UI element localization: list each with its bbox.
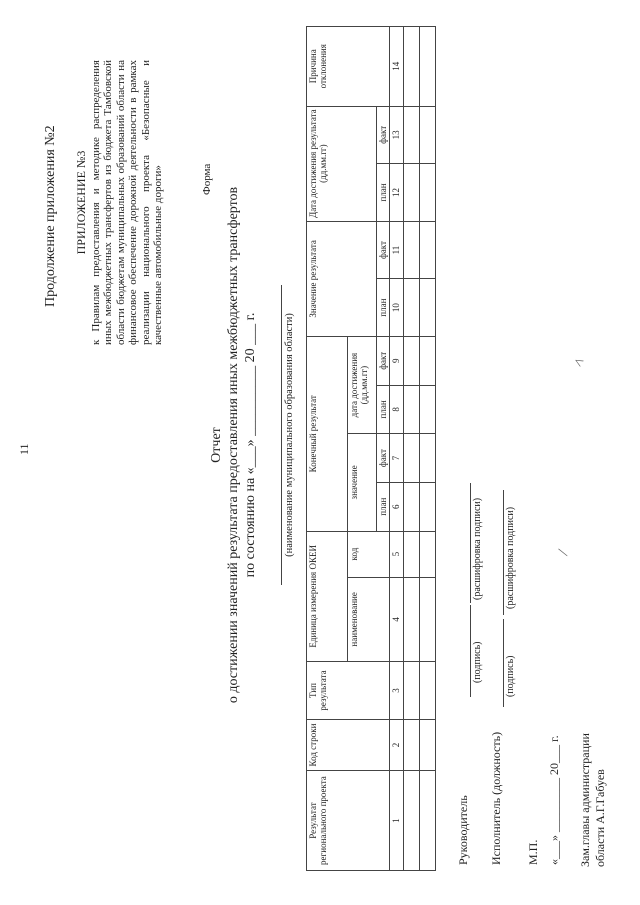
header-result-type: Тип результата [307, 662, 390, 720]
header-plan: план [377, 279, 390, 337]
page-number: 11 [17, 443, 31, 455]
report-title: Отчет [209, 427, 224, 463]
header-plan: план [377, 482, 390, 531]
table-cell [420, 771, 436, 871]
table-cell [420, 221, 436, 279]
table-cell [420, 279, 436, 337]
header-value: значение [348, 434, 377, 531]
appendix-text: к Правилам предоставления и методике распределения иных межбюджетных трансфертов из бюджета Тамбовской области бюджетам муниципальных образований области на финансовое обеспечение дорожной деятельности в рамках реализации национального проекта «Безопасные и качественные автомобильные дороги» [89, 60, 164, 345]
column-number: 1 [390, 771, 404, 871]
table-cell [420, 577, 436, 662]
head-signature-line [470, 605, 471, 697]
column-number: 3 [390, 662, 404, 720]
column-number: 2 [390, 719, 404, 770]
executor-decode-line [503, 490, 504, 615]
header-plan: план [377, 385, 390, 434]
header-plan: план [377, 164, 390, 222]
header-fact: факт [377, 336, 390, 385]
header-fact: факт [377, 221, 390, 279]
municipality-line [281, 285, 282, 585]
column-number: 7 [390, 434, 404, 483]
column-numbers-row [390, 27, 404, 871]
report-as-of: по состоянию на «___» __________ 20 ___ г. [243, 312, 258, 578]
table-cell [404, 662, 420, 720]
municipality-caption: (наименование муниципального образования области) [284, 313, 295, 557]
column-number: 4 [390, 577, 404, 662]
table-cell [420, 434, 436, 483]
header-unit: Единица измерения ОКЕИ [307, 531, 348, 662]
report-table [306, 26, 436, 871]
column-number: 8 [390, 385, 404, 434]
column-number: 6 [390, 482, 404, 531]
header-fact: факт [377, 434, 390, 483]
column-number: 9 [390, 336, 404, 385]
table-cell [404, 531, 420, 577]
table-cell [420, 719, 436, 770]
executor-label: Исполнитель (должность) [489, 731, 503, 865]
table-cell [404, 719, 420, 770]
table-row [404, 27, 420, 871]
header-final-result: Конечный результат [307, 336, 348, 531]
table-cell [420, 531, 436, 577]
deputy-name: области А.Г.Габуев [593, 769, 607, 867]
appendix-block [75, 60, 165, 345]
table-cell [404, 221, 420, 279]
column-number: 5 [390, 531, 404, 577]
table-cell [404, 577, 420, 662]
report-subtitle: о достижении значений результата предоставления иных межбюджетных трансфертов [226, 186, 241, 704]
header-unit-name: наименование [348, 577, 390, 662]
table-cell [420, 482, 436, 531]
header-fact: факт [377, 106, 390, 164]
table-cell [420, 662, 436, 720]
table-cell [420, 385, 436, 434]
report-heading [208, 185, 259, 705]
column-number: 14 [390, 27, 404, 107]
table-cell [404, 279, 420, 337]
continuation-heading: Продолжение приложения №2 [43, 125, 58, 307]
head-signature-caption: (подпись) [472, 641, 483, 683]
header-achieve-date: дата достижения (дд.мм.гг) [348, 336, 377, 433]
executor-signature-caption: (подпись) [505, 655, 516, 697]
head-label: Руководитель [456, 795, 470, 865]
column-number: 12 [390, 164, 404, 222]
header-unit-code: код [348, 531, 390, 577]
table-cell [420, 27, 436, 107]
header-reason: Причина отклонения [307, 27, 390, 107]
form-label: Форма [201, 163, 213, 195]
table-cell [420, 164, 436, 222]
appendix-title: ПРИЛОЖЕНИЕ №3 [74, 150, 88, 255]
executor-signature-line [503, 619, 504, 707]
header-result-date: Дата достижения результата (дд.мм.гг) [307, 106, 377, 221]
head-decode-caption: (расшифровка подписи) [472, 497, 483, 600]
header-row-code: Код строки [307, 719, 390, 770]
deputy-title: Зам.главы администрации [578, 733, 592, 867]
column-number: 11 [390, 221, 404, 279]
table-cell [404, 106, 420, 164]
table-cell [404, 482, 420, 531]
table-cell [404, 434, 420, 483]
header-result-regional: Результат регионального проекта [307, 771, 390, 871]
head-decode-line [470, 483, 471, 603]
column-number: 10 [390, 279, 404, 337]
column-number: 13 [390, 106, 404, 164]
header-result-value: Значение результата [307, 221, 377, 336]
stamp-mark: ^ [571, 355, 590, 371]
table-cell [404, 771, 420, 871]
stamp-mark: / [554, 547, 573, 558]
sign-date: «___» _________ 20___ г. [547, 735, 561, 865]
table-cell [404, 27, 420, 107]
table-cell [420, 106, 436, 164]
table-row [420, 27, 436, 871]
table-cell [420, 336, 436, 385]
table-cell [404, 336, 420, 385]
executor-decode-caption: (расшифровка подписи) [505, 506, 516, 609]
stamp-place-label: М.П. [526, 839, 540, 865]
table-cell [404, 164, 420, 222]
table-cell [404, 385, 420, 434]
